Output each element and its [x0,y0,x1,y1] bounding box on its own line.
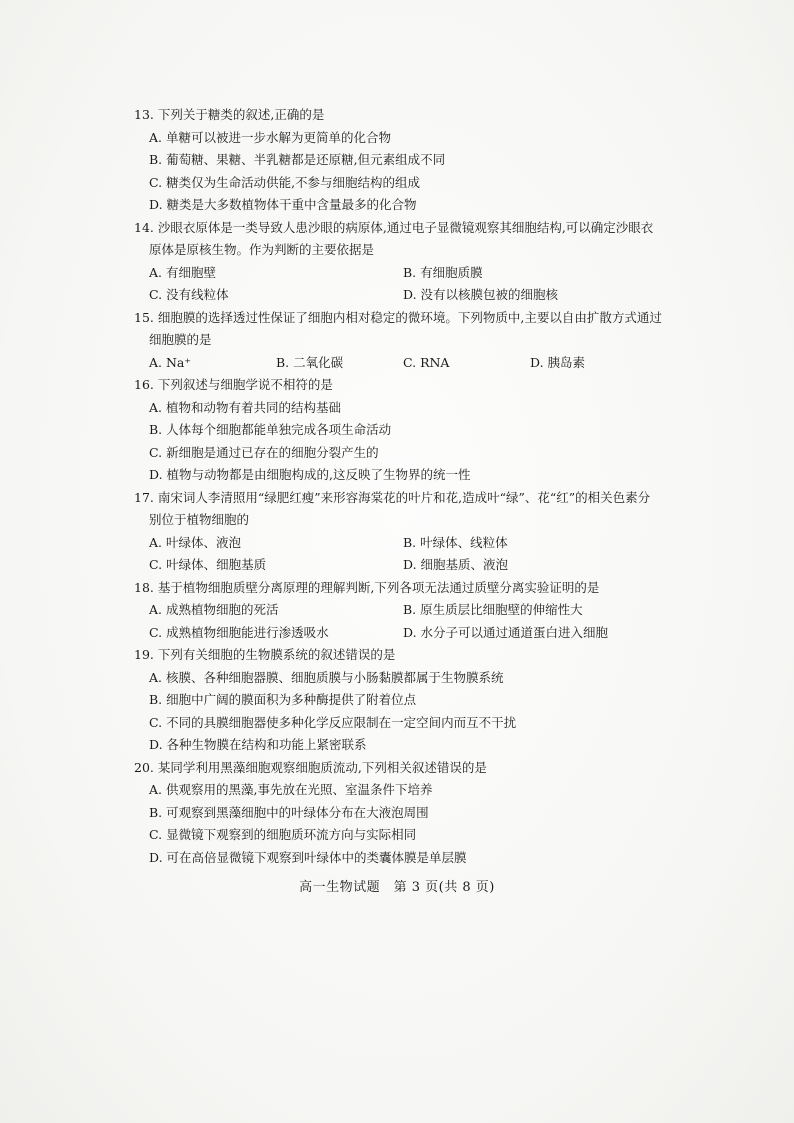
question-stem: 15. 细胞膜的选择透过性保证了细胞内相对稳定的微环境。下列物质中,主要以自由扩散方式通过 [134,309,662,325]
question-19 [134,644,674,757]
option-row [134,262,674,285]
option-c: C. 显微镜下观察到的细胞质环流方向与实际相同 [149,827,417,842]
question-stem-continued: 别位于植物细胞的 [149,512,250,527]
option-d: D. 细胞基质、液泡 [403,557,509,572]
option-d: D. 植物与动物都是由细胞构成的,这反映了生物界的统一性 [149,467,471,482]
option-a: A. 有细胞壁 [149,264,216,280]
page-footer: 高一生物试题 第 3 页(共 8 页) [299,880,495,895]
question-17 [134,487,674,577]
question-14 [134,217,674,307]
question-20 [134,757,674,870]
question-stem-continued: 细胞膜的是 [149,332,212,347]
option-b: B. 细胞中广阔的膜面积为多种酶提供了附着位点 [149,692,417,707]
question-stem: 16. 下列叙述与细胞学说不相符的是 [134,377,333,392]
question-13 [134,104,674,217]
option-d: D. 水分子可以通过通道蛋白进入细胞 [403,624,609,640]
option-c: C. 不同的具膜细胞器使多种化学反应限制在一定空间内而互不干扰 [149,714,517,730]
option-a: A. 单糖可以被进一步水解为更简单的化合物 [149,129,391,145]
option-b: B. 葡萄糖、果糖、半乳糖都是还原糖,但元素组成不同 [149,152,446,167]
option-a: A. 叶绿体、液泡 [149,534,241,550]
option-b: B. 原生质层比细胞壁的伸缩性大 [403,602,583,617]
option-b: B. 二氧化碳 [276,354,344,370]
option-row [134,599,674,622]
option-a: A. 供观察用的黑藻,事先放在光照、室温条件下培养 [149,782,433,797]
question-18 [134,577,674,645]
question-stem: 20. 某同学利用黑藻细胞观察细胞质流动,下列相关叙述错误的是 [134,759,487,775]
question-stem: 14. 沙眼衣原体是一类导致人患沙眼的病原体,通过电子显微镜观察其细胞结构,可以确定沙眼衣 [134,219,654,235]
option-c: C. 叶绿体、细胞基质 [149,557,267,572]
question-stem: 17. 南宋词人李清照用“绿肥红瘦”来形容海棠花的叶片和花,造成叶“绿”、花“红”的相关色素分 [134,489,651,505]
option-d: D. 可在高倍显微镜下观察到叶绿体中的类囊体膜是单层膜 [149,849,467,865]
question-list [134,104,674,869]
question-stem: 19. 下列有关细胞的生物膜系统的叙述错误的是 [134,647,396,662]
option-d: D. 糖类是大多数植物体干重中含量最多的化合物 [149,197,417,212]
option-b: B. 叶绿体、线粒体 [403,534,508,550]
option-a: A. 成熟植物细胞的死活 [149,602,279,617]
option-c: C. 成熟植物细胞能进行渗透吸水 [149,624,329,640]
question-stem: 18. 基于植物细胞质壁分离原理的理解判断,下列各项无法通过质壁分离实验证明的是 [134,579,600,595]
option-b: B. 有细胞质膜 [403,264,483,280]
question-stem: 13. 下列关于糖类的叙述,正确的是 [134,107,325,122]
option-c: C. 没有线粒体 [149,287,229,302]
option-d: D. 胰岛素 [530,354,586,370]
option-d: D. 没有以核膜包被的细胞核 [403,287,559,302]
option-c: C. 糖类仅为生命活动供能,不参与细胞结构的组成 [149,174,421,190]
option-a: A. 植物和动物有着共同的结构基础 [149,399,341,415]
question-15 [134,307,674,375]
option-row [134,532,674,555]
option-row [134,352,674,375]
option-b: B. 可观察到黑藻细胞中的叶绿体分布在大液泡周围 [149,804,429,820]
option-d: D. 各种生物膜在结构和功能上紧密联系 [149,737,367,752]
option-row [134,622,674,645]
option-a: A. 核膜、各种细胞器膜、细胞质膜与小肠黏膜都属于生物膜系统 [149,669,504,685]
option-row [134,554,674,577]
question-stem-continued: 原体是原核生物。作为判断的主要依据是 [149,242,375,257]
option-row [134,284,674,307]
option-c: C. RNA [403,354,450,370]
option-a: A. Na⁺ [149,354,191,370]
option-b: B. 人体每个细胞都能单独完成各项生命活动 [149,422,392,437]
option-c: C. 新细胞是通过已存在的细胞分裂产生的 [149,444,379,460]
question-16 [134,374,674,487]
